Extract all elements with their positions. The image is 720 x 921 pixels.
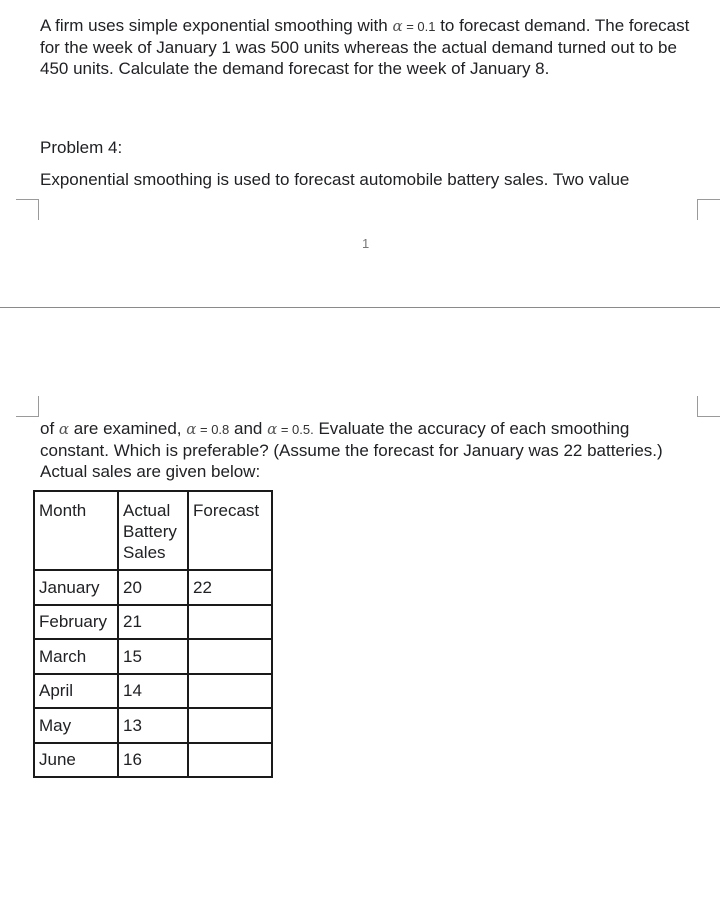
cell-month: May: [34, 708, 118, 743]
header-month: Month: [34, 491, 118, 570]
cont-text-b: are examined,: [69, 419, 187, 438]
header-forecast: Forecast: [188, 491, 272, 570]
table-row: [34, 570, 272, 605]
page-corner-mark: [697, 199, 720, 220]
intro-text-2: to forecast demand. The forecast for the week of January 1 was 500 units whereas the actual demand turned out to be 450 units. Calculate the demand forecast for the week of January 8.: [40, 16, 690, 78]
problem-continuation: [40, 418, 700, 482]
problem-heading: Problem 4:: [40, 138, 123, 157]
table-row: [34, 605, 272, 640]
alpha-symbol: α: [186, 420, 197, 438]
cell-month: January: [34, 570, 118, 605]
cell-forecast: 22: [188, 570, 272, 605]
cell-actual: 13: [118, 708, 188, 743]
cont-text-d: Evaluate the accuracy of each smoothing constant. Which is preferable? (Assume the forecast for January was 22 batteries.) Actual sales are given below:: [40, 419, 663, 481]
cell-actual: 20: [118, 570, 188, 605]
cell-month: February: [34, 605, 118, 640]
table-row: [34, 708, 272, 743]
cell-actual: 21: [118, 605, 188, 640]
cell-month: April: [34, 674, 118, 709]
page-corner-mark: [16, 396, 39, 417]
table-row: [34, 639, 272, 674]
intro-paragraph: [40, 15, 700, 79]
page-corner-mark: [697, 396, 720, 417]
table-row: [34, 743, 272, 778]
cell-month: June: [34, 743, 118, 778]
table-row: [34, 674, 272, 709]
table-header-row: [34, 491, 272, 570]
cell-forecast: [188, 743, 272, 778]
header-actual-sales: Actual Battery Sales: [118, 491, 188, 570]
cell-actual: 16: [118, 743, 188, 778]
problem-line-1: Exponential smoothing is used to forecast automobile battery sales. Two value: [40, 170, 630, 189]
cell-forecast: [188, 639, 272, 674]
alpha-value-1: = 0.8: [196, 422, 230, 437]
cont-text-a: of: [40, 419, 59, 438]
cell-forecast: [188, 674, 272, 709]
page-corner-mark: [16, 199, 39, 220]
page-number: 1: [362, 236, 370, 251]
battery-sales-table: [33, 490, 273, 778]
cell-forecast: [188, 708, 272, 743]
alpha-symbol: α: [392, 17, 403, 35]
page-break-divider: [0, 307, 720, 308]
alpha-value: = 0.1: [402, 19, 436, 34]
alpha-symbol: α: [58, 420, 70, 438]
cell-actual: 14: [118, 674, 188, 709]
alpha-value-2: = 0.5.: [277, 422, 314, 437]
cont-text-c: and: [229, 419, 268, 438]
alpha-symbol: α: [267, 420, 278, 438]
intro-text-1: A firm uses simple exponential smoothing with: [40, 16, 393, 35]
cell-month: March: [34, 639, 118, 674]
cell-forecast: [188, 605, 272, 640]
cell-actual: 15: [118, 639, 188, 674]
